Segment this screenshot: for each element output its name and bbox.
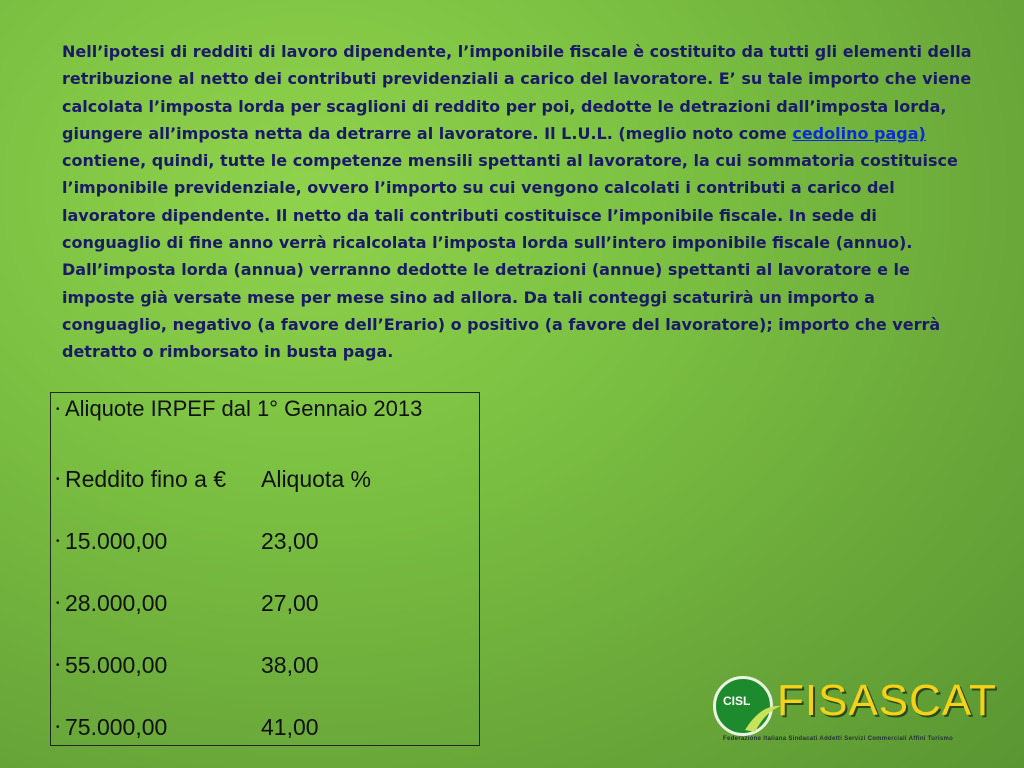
header-rate: Aliquota % bbox=[261, 465, 371, 492]
bullet-icon: • bbox=[56, 721, 60, 733]
irpef-rates-table bbox=[50, 392, 480, 746]
cedolino-paga-link[interactable]: cedolino paga) bbox=[792, 123, 926, 143]
header-income: Reddito fino a € bbox=[65, 465, 227, 492]
cisl-mark-text: CISL bbox=[723, 694, 751, 708]
logo-subtitle: Federazione Italiana Sindacati Addetti Servizi Commerciali Affini Turismo bbox=[723, 736, 954, 742]
table-row bbox=[51, 707, 481, 747]
table-row bbox=[51, 583, 481, 623]
fisascat-logo bbox=[713, 672, 997, 752]
rate-cell: 23,00 bbox=[261, 527, 319, 554]
rate-cell: 41,00 bbox=[261, 713, 319, 740]
logo-wordmark: FISASCAT bbox=[777, 676, 997, 725]
paragraph-text-1: Nell’ipotesi di redditi di lavoro dipendente, l’imponibile fiscale è costituito da tutti gli elementi della retribuzione al netto dei contributi previdenziali a carico del lavoratore. E’ su tale importo che viene calcolata l’imposta lorda per scaglioni di reddito per poi, dedotte le detrazioni dall’imposta lorda, giungere all’imposta netta da detrarre al lavoratore. Il L.U.L. (meglio noto come bbox=[62, 42, 972, 143]
bullet-icon: • bbox=[56, 473, 60, 485]
table-header-row bbox=[51, 459, 481, 499]
bullet-icon: • bbox=[56, 403, 60, 415]
income-cell: 75.000,00 bbox=[65, 713, 168, 740]
income-cell: 55.000,00 bbox=[65, 651, 168, 678]
paragraph-text-2: contiene, quindi, tutte le competenze mensili spettanti al lavoratore, la cui sommatoria costituisce l’imponibile previdenziale, ovvero l’importo su cui vengono calcolati i contributi a carico del lavoratore dipendente. Il netto da tali contributi costituisce l’imponibile fiscale. In sede di conguaglio di fine anno verrà ricalcolata l’imposta lorda sull’intero imponibile fiscale (annuo). Dall’imposta lorda (annua) verranno dedotte le detrazioni (annue) spettanti al lavoratore e le imposte già versate mese per mese sino ad allora. Da tali conteggi scaturirà un importo a conguaglio, negativo (a favore dell’Erario) o positivo (a favore del lavoratore); importo che verrà detratto o rimborsato in busta paga. bbox=[62, 151, 958, 362]
intro-paragraph bbox=[62, 38, 972, 366]
table-title-row bbox=[51, 389, 481, 429]
table-row bbox=[51, 521, 481, 561]
income-cell: 28.000,00 bbox=[65, 589, 168, 616]
income-cell: 15.000,00 bbox=[65, 527, 168, 554]
bullet-icon: • bbox=[56, 535, 60, 547]
bullet-icon: • bbox=[56, 597, 60, 609]
rate-cell: 27,00 bbox=[261, 589, 319, 616]
table-title: Aliquote IRPEF dal 1° Gennaio 2013 bbox=[65, 396, 423, 421]
bullet-icon: • bbox=[56, 659, 60, 671]
table-row bbox=[51, 645, 481, 685]
rate-cell: 38,00 bbox=[261, 651, 319, 678]
